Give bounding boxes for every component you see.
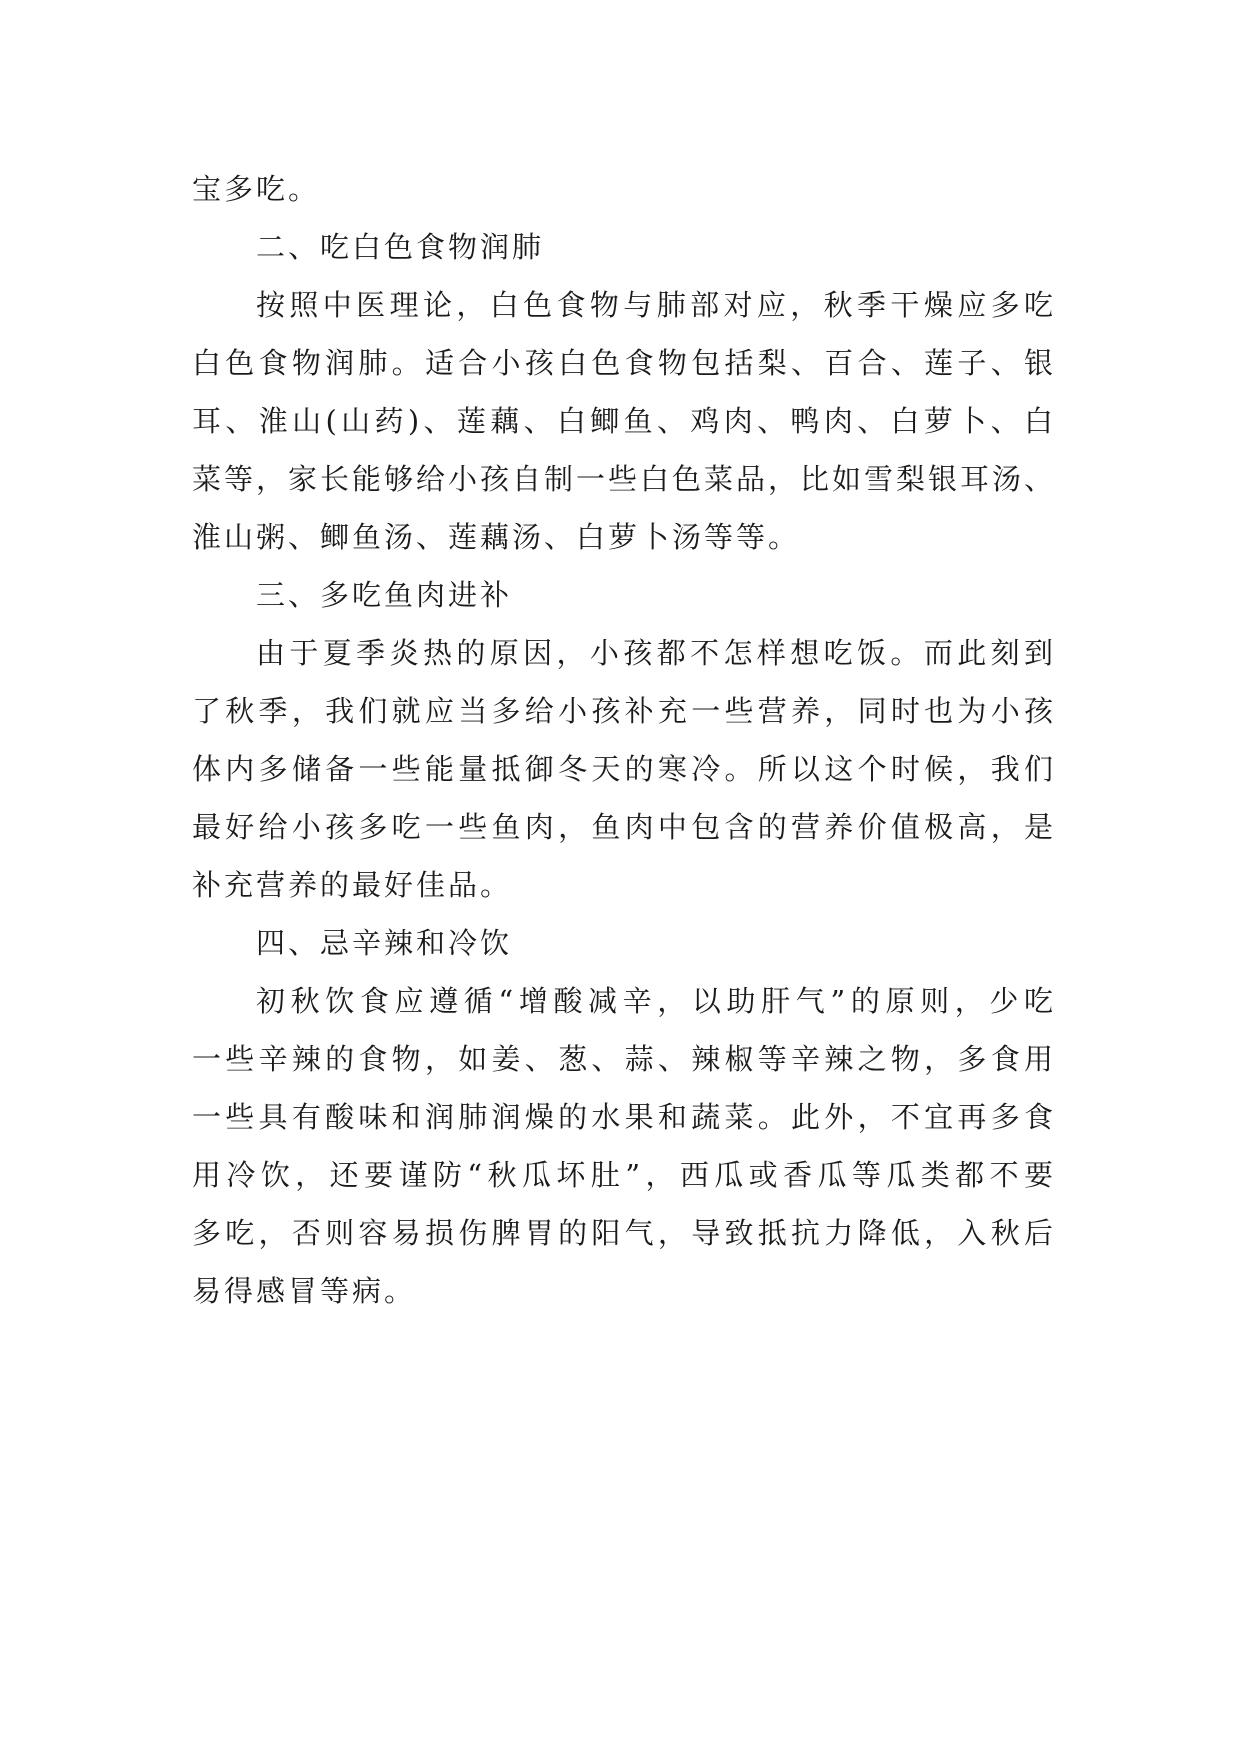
paragraph-line: 白色食物润肺。适合小孩白色食物包括梨、百合、莲子、银	[192, 346, 1056, 380]
paragraph-line: 体内多储备一些能量抵御冬天的寒冷。所以这个时候，我们	[192, 752, 1056, 786]
document-body	[192, 160, 1056, 1320]
section-heading-2: 二、吃白色食物润肺	[256, 230, 545, 264]
paragraph-last-line: 补充营养的最好佳品。	[192, 868, 513, 902]
paragraph-continuation-line: 宝多吃。	[192, 172, 321, 206]
paragraph-line: 最好给小孩多吃一些鱼肉，鱼肉中包含的营养价值极高，是	[192, 810, 1056, 844]
paragraph-line: 一些辛辣的食物，如姜、葱、蒜、辣椒等辛辣之物，多食用	[192, 1042, 1056, 1076]
paragraph-line: 耳、淮山(山药)、莲藕、白鲫鱼、鸡肉、鸭肉、白萝卜、白	[192, 404, 1056, 438]
paragraph-line: 了秋季，我们就应当多给小孩补充一些营养，同时也为小孩	[192, 694, 1056, 728]
section-heading-3: 三、多吃鱼肉进补	[256, 578, 513, 612]
section-heading-4: 四、忌辛辣和冷饮	[256, 926, 513, 960]
paragraph-last-line: 易得感冒等病。	[192, 1274, 417, 1308]
paragraph-line: 用冷饮，还要谨防“秋瓜坏肚”，西瓜或香瓜等瓜类都不要	[192, 1158, 1056, 1192]
paragraph-last-line: 淮山粥、鲫鱼汤、莲藕汤、白萝卜汤等等。	[192, 520, 801, 554]
paragraph-line: 按照中医理论，白色食物与肺部对应，秋季干燥应多吃	[256, 288, 1056, 322]
paragraph-line: 一些具有酸味和润肺润燥的水果和蔬菜。此外，不宜再多食	[192, 1100, 1056, 1134]
paragraph-line: 由于夏季炎热的原因，小孩都不怎样想吃饭。而此刻到	[256, 636, 1056, 670]
paragraph-line: 初秋饮食应遵循“增酸减辛，以助肝气”的原则，少吃	[256, 984, 1056, 1018]
paragraph-line: 多吃，否则容易损伤脾胃的阳气，导致抵抗力降低，入秋后	[192, 1216, 1056, 1250]
paragraph-line: 菜等，家长能够给小孩自制一些白色菜品，比如雪梨银耳汤、	[192, 462, 1057, 496]
